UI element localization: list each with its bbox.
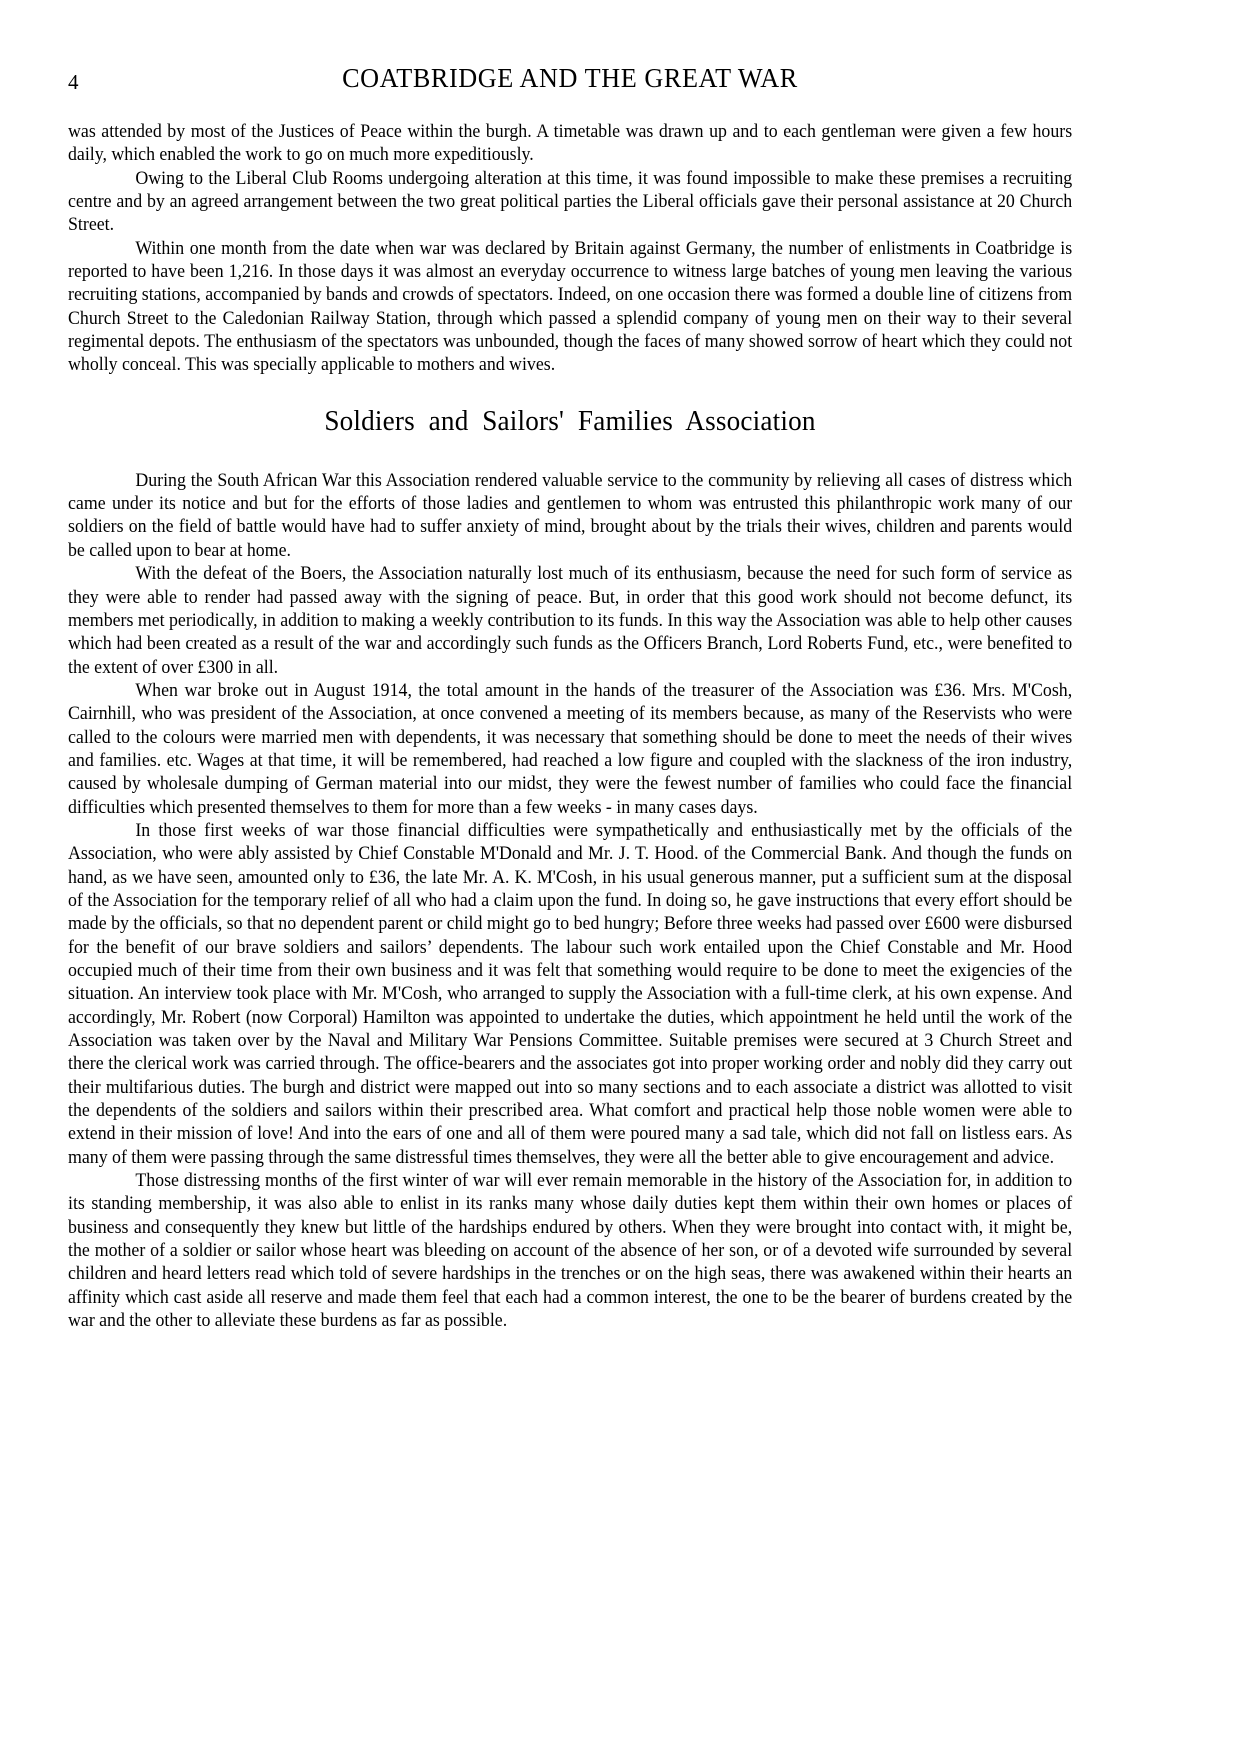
body-text-block xyxy=(68,120,1072,1333)
spacer xyxy=(68,377,1072,405)
paragraph: During the South African War this Association rendered valuable service to the community by relieving all cases of distress which came under its notice and but for the efforts of those ladies and gentlemen to whom was entrusted this philanthropic work many of our soldiers on the field of battle would have had to suffer anxiety of mind, brought about by the trials their wives, children and parents would be called upon to bear at home. xyxy=(68,469,1073,561)
paragraph: Those distressing months of the first winter of war will ever remain memorable in the history of the Association for, in addition to its standing membership, it was also able to enlist in its ranks many whose daily duties kept them within their own homes or places of business and consequently they knew but little of the hardships endured by others. When they were brought into contact with, it might be, the mother of a soldier or sailor whose heart was bleeding on account of the absence of her son, or of a devoted wife surrounded by several children and heard letters read which told of severe hardships in the trenches or on the high seas, there was awakened within their hearts an affinity which cast aside all reserve and made them feel that each had a common interest, the one to be the bearer of burdens created by the war and the other to alleviate these burdens as far as possible. xyxy=(68,1170,1073,1332)
spacer xyxy=(68,439,1072,469)
running-head xyxy=(68,62,1072,98)
paragraph: In those first weeks of war those financial difficulties were sympathetically and enthusiastically met by the officials of the Association, who were ably assisted by Chief Constable M'Donald and Mr. J. T. Hood. of the Commercial Bank. And though the funds on hand, as we have seen, amounted only to £36, the late Mr. A. K. M'Cosh, in his usual generous manner, put a sufficient sum at the disposal of the Association for the temporary relief of all who had a claim upon the fund. In doing so, he gave instructions that every effort should be made by the officials, so that no dependent parent or child might go to bed hungry; Before three weeks had passed over £600 were disbursed for the benefit of our brave soldiers and sailors’ dependents. The labour such work entailed upon the Chief Constable and Mr. Hood occupied much of their time from their own business and it was felt that something would require to be done to meet the exigencies of the situation. An interview took place with Mr. M'Cosh, who arranged to supply the Association with a full-time clerk, at his own expense. And accordingly, Mr. Robert (now Corporal) Hamilton was appointed to undertake the duties, which appointment he held until the work of the Association was taken over by the Naval and Military War Pensions Committee. Suitable premises were secured at 3 Church Street and there the clerical work was carried through. The office-bearers and the associates got into proper working order and nobly did they carry out their multifarious duties. The burgh and district were mapped out into so many sections and to each associate a district was allotted to visit the dependents of the soldiers and sailors within their prescribed area. What comfort and practical help those noble women were able to extend in their mission of love! And into the ears of one and all of them were poured many a sad tale, which did not fall on listless ears. As many of them were passing through the same distressful times themselves, they were all the better able to give encouragement and advice. xyxy=(68,819,1073,1168)
section-heading: Soldiers and Sailors' Families Association xyxy=(324,405,816,437)
running-head-title: COATBRIDGE AND THE GREAT WAR xyxy=(342,63,798,93)
paragraph: Owing to the Liberal Club Rooms undergoing alteration at this time, it was found impossible to make these premises a recruiting centre and by an agreed arrangement between the two great political parties the Liberal officials gave their personal assistance at 20 Church Street. xyxy=(68,167,1073,236)
paragraph: was attended by most of the Justices of Peace within the burgh. A timetable was drawn up and to each gentleman were given a few hours daily, which enabled the work to go on much more expeditiously. xyxy=(68,121,1073,166)
paragraph: With the defeat of the Boers, the Association naturally lost much of its enthusiasm, because the need for such form of service as they were able to render had passed away with the signing of peace. But, in order that this good work should not become defunct, its members met periodically, in addition to making a weekly contribution to its funds. In this way the Association was able to help other causes which had been created as a result of the war and accordingly such funds as the Officers Branch, Lord Roberts Fund, etc., were benefited to the extent of over £300 in all. xyxy=(68,563,1073,678)
paragraph: When war broke out in August 1914, the total amount in the hands of the treasurer of the Association was £36. Mrs. M'Cosh, Cairnhill, who was president of the Association, at once convened a meeting of its members because, as many of the Reservists who were called to the colours were married men with dependents, it was necessary that something should be done to meet the needs of their wives and families. etc. Wages at that time, it will be remembered, had reached a low figure and coupled with the slackness of the iron industry, caused by wholesale dumping of German material into our midst, they were the fewest number of families who could face the financial difficulties which presented themselves to them for more than a few weeks - in many cases days. xyxy=(68,679,1073,818)
paragraph: Within one month from the date when war was declared by Britain against Germany, the number of enlistments in Coatbridge is reported to have been 1,216. In those days it was almost an everyday occurrence to witness large batches of young men leaving the various recruiting stations, accompanied by bands and crowds of spectators. Indeed, on one occasion there was formed a double line of citizens from Church Street to the Caledonian Railway Station, through which passed a splendid company of young men on their way to their several regimental depots. The enthusiasm of the spectators was unbounded, though the faces of many showed sorrow of heart which they could not wholly conceal. This was specially applicable to mothers and wives. xyxy=(68,237,1073,376)
page-number: 4 xyxy=(68,70,79,94)
